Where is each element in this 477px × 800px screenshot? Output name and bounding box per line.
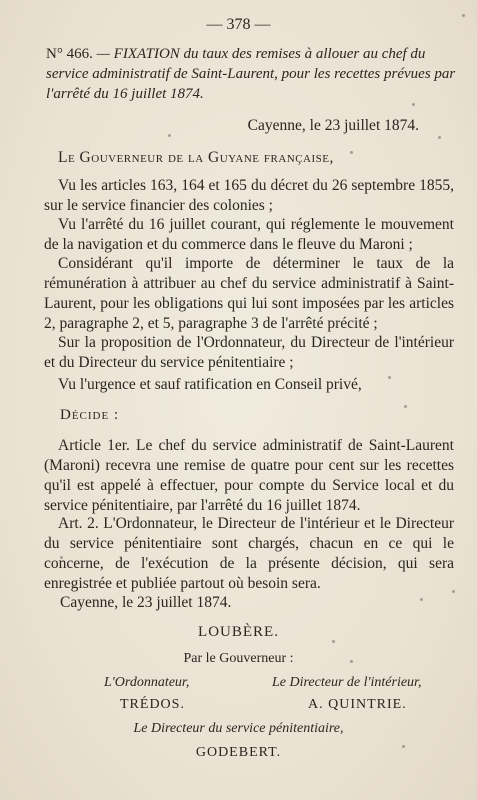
place-date-top: Cayenne, le 23 juillet 1874. — [247, 117, 419, 134]
decide-label: Décide : — [60, 407, 120, 423]
governor-line: Le Gouverneur de la Guyane française, — [58, 149, 334, 166]
paragraph-considerant: Considérant qu'il importe de déterminer le taux de la rémunération à attribuer au chef du service administratif à Saint-Laurent, pour les obligations qui lui sont imposées par les articles 2, paragraphe 2, et 5, paragraphe 3 de l'arrêté précité ; — [44, 255, 454, 332]
paragraph-proposition: Sur la proposition de l'Ordonnateur, du Directeur de l'intérieur et du Directeur du service pénitentiaire ; — [44, 334, 454, 371]
par-le-gouverneur: Par le Gouverneur : — [183, 651, 294, 666]
signature-governor: LOUBÈRE. — [198, 624, 279, 640]
decision-title: — FIXATION du taux des remises à allouer au chef du service administratif de Saint-Laurent, pour les recettes prévues par l'arrêté du 16 juillet 1874. — [46, 46, 456, 102]
page-number: — 378 — — [206, 16, 271, 33]
directeur-interieur-name: A. QUINTRIE. — [308, 697, 407, 712]
ordonnateur-name: TRÉDOS. — [120, 697, 185, 712]
paragraph-urgence: Vu l'urgence et sauf ratification en Conseil privé, — [58, 376, 362, 393]
paragraph-vu-decret: Vu les articles 163, 164 et 165 du décret du 26 septembre 1855, sur le service financier des colonies ; — [44, 177, 454, 214]
directeur-interieur-title: Le Directeur de l'intérieur, — [272, 675, 422, 690]
paper-speck — [168, 134, 171, 137]
paper-speck — [420, 598, 423, 601]
paragraph-vu-arrete: Vu l'arrêté du 16 juillet courant, qui réglemente le mouvement de la navigation et du commerce dans le fleuve du Maroni ; — [44, 216, 454, 253]
article-2: Art. 2. L'Ordonnateur, le Directeur de l'intérieur et le Directeur du service pénitentiaire sont chargés, chacun en ce qui le concerne, de l'exécution de la présente décision, qui sera enregistrée et publiée partout où besoin sera. — [44, 515, 454, 592]
decision-heading — [46, 44, 456, 104]
directeur-penitentiaire-title: Le Directeur du service pénitentiaire, — [133, 721, 344, 736]
article-1: Article 1er. Le chef du service administratif de Saint-Laurent (Maroni) recevra une remise de quatre pour cent sur les recettes qu'il est appelé à effectuer, pour compte du Service local et du service pénitentiaire, par l'arrêté du 16 juillet 1874. — [44, 437, 454, 514]
paper-speck — [438, 136, 441, 139]
place-date-bottom: Cayenne, le 23 juillet 1874. — [60, 594, 232, 611]
directeur-penitentiaire-name: GODEBERT. — [195, 745, 282, 760]
paper-speck — [404, 405, 407, 408]
decision-number: N° 466. — [46, 46, 93, 62]
ordonnateur-title: L'Ordonnateur, — [104, 675, 190, 690]
